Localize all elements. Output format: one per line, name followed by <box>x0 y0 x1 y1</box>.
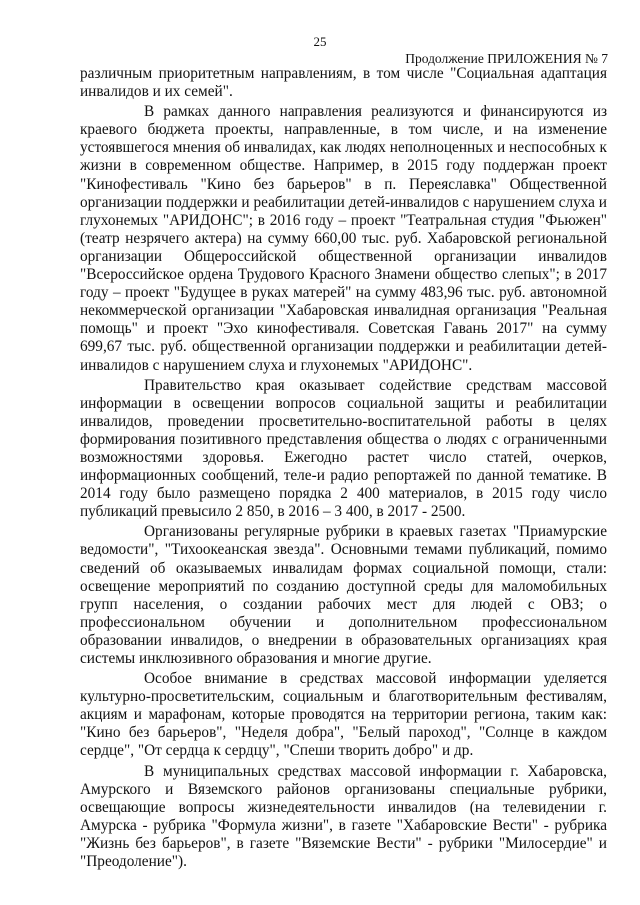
paragraph-municipal-media: В муниципальных средствах массовой информации г. Хабаровска, Амурского и Вяземского районов организованы специальные рубрики, освещающие вопросы жизнедеятельности инвалидов (на телевидении г. Амурска - рубрика "Формула жизни", в газете "Хабаровские Вести" - рубрика "Жизнь без барьеров", в газете "Вяземские Вести" - рубрики "Милосердие" и "Преодоление"). <box>80 762 607 871</box>
paragraph-media-support: Правительство края оказывает содействие средствам массовой информации в освещении вопросов социальной защиты и реабилитации инвалидов, проведении просветительно-воспитательной работы в целях формирования позитивного представления общества о людях с ограниченными возможностями здоровья. Ежегодно растет число статей, очерков, информационных сообщений, теле-и радио репортажей по данной тематике. В 2014 году было размещено порядка 2 400 материалов, в 2015 году число публикаций превысило 2 850, в 2016 – 3 400, в 2017 - 2500. <box>80 376 607 521</box>
paragraph-funded-projects: В рамках данного направления реализуются и финансируются из краевого бюджета проекты, направленные, в том числе, и на изменение устоявшегося мнения об инвалидах, как людях неполноценных и неспособных к жизни в современном обществе. Например, в 2015 году поддержан проект "Кинофестиваль "Кино без барьеров" в п. Переяславка" Общественной организации поддержки и реабилитации детей-инвалидов с нарушением слуха и глухонемых "АРИДОНС"; в 2016 году – проект "Театральная студия "Фьюжен" (театр незрячего актера) на сумму 660,00 тыс. руб. Хабаровской региональной организации Общероссийской общественной организации инвалидов "Всероссийское ордена Трудового Красного Знамени общество слепых"; в 2017 году – проект "Будущее в руках матерей" на сумму 483,96 тыс. руб. автономной некоммерческой организации "Хабаровская инвалидная организация "Реальная помощь" и проект "Эхо кинофестиваля. Советская Гавань 2017" на сумму 699,67 тыс. руб. общественной организации поддержки и реабилитации детей-инвалидов с нарушением слуха и глухонемых "АРИДОНС". <box>80 103 607 374</box>
document-body <box>80 65 607 873</box>
page-number: 25 <box>313 34 327 49</box>
paragraph-newspaper-rubrics: Организованы регулярные рубрики в краевых газетах "Приамурские ведомости", "Тихоокеанская звезда". Основными темами публикаций, помимо сведений об оказываемых инвалидам формах социальной помощи, стали: освещение мероприятий по созданию доступной среды для маломобильных групп населения, о создании рабочих мест для людей с ОВЗ; о профессиональном обучении и дополнительном профессиональном образовании инвалидов, о внедрении в образовательных организациях края системы инклюзивного образования и многие другие. <box>80 523 607 667</box>
paragraph-continuation: различным приоритетным направлениям, в том числе "Социальная адаптация инвалидов и их семей". <box>80 65 607 101</box>
paragraph-festivals: Особое внимание в средствах массовой информации уделяется культурно-просветительским, социальным и благотворительным фестивалям, акциям и марафонам, которые проводятся на территории региона, таким как: "Кино без барьеров", "Неделя добра", "Белый пароход", "Солнце в каждом сердце", "От сердца к сердцу", "Спеши творить добро" и др. <box>80 670 607 760</box>
appendix-continuation-note: Продолжение ПРИЛОЖЕНИЯ № 7 <box>405 51 608 66</box>
